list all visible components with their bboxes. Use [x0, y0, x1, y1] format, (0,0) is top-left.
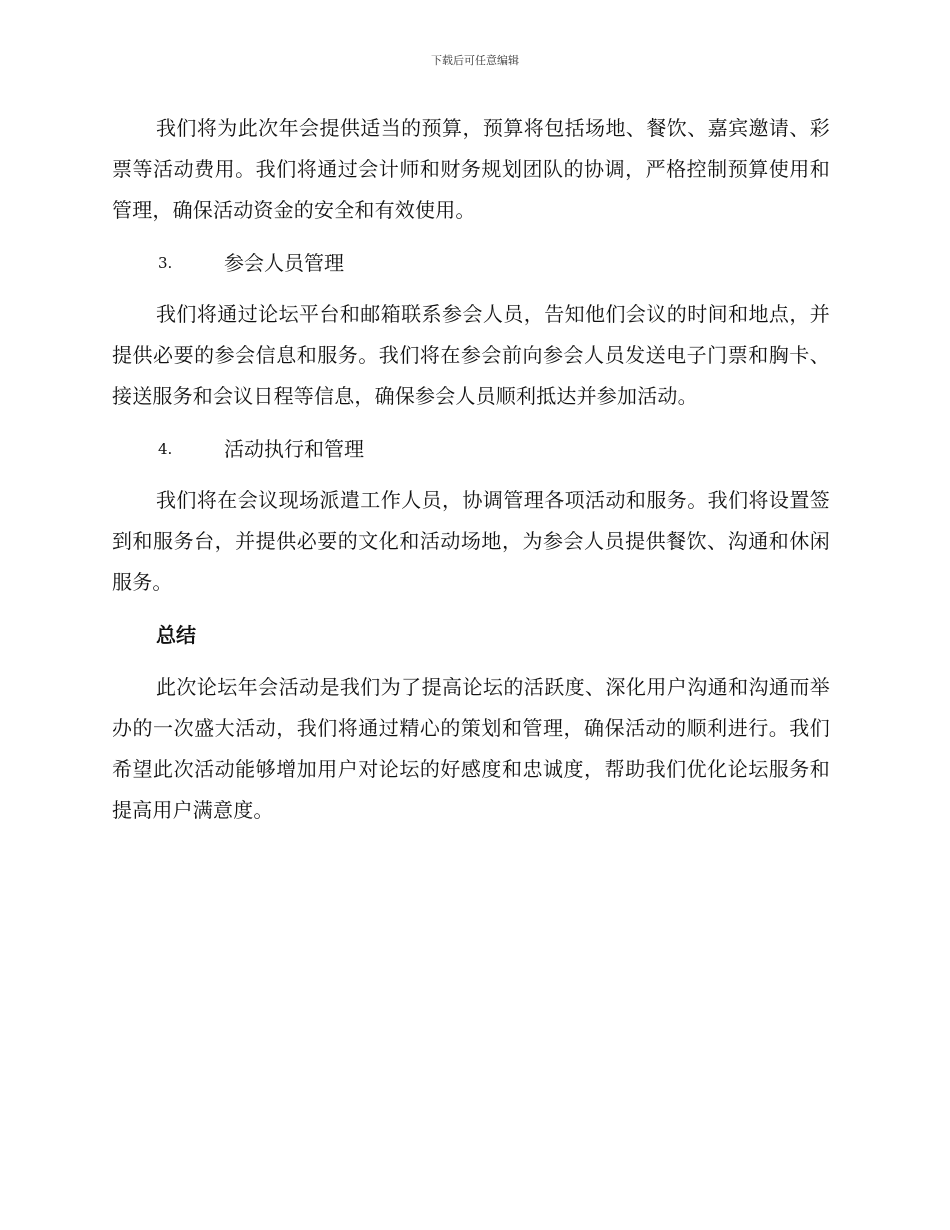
paragraph-summary: 此次论坛年会活动是我们为了提高论坛的活跃度、深化用户沟通和沟通而举办的一次盛大活动，我们将通过精心的策划和管理，确保活动的顺利进行。我们希望此次活动能够增加用户对论坛的好感度和忠诚度，帮助我们优化论坛服务和提高用户满意度。	[112, 675, 830, 822]
summary-heading: 总结	[156, 623, 196, 647]
section-number: 4.	[158, 440, 173, 458]
section-title: 参会人员管理	[224, 251, 344, 275]
section-heading-4	[112, 429, 830, 469]
paragraph-budget: 我们将为此次年会提供适当的预算，预算将包括场地、餐饮、嘉宾邀请、彩票等活动费用。我们将通过会计师和财务规划团队的协调，严格控制预算使用和管理，确保活动资金的安全和有效使用。	[112, 116, 830, 222]
page-header-note: 下载后可任意编辑	[431, 54, 519, 67]
section-heading-3	[112, 243, 830, 283]
paragraph-attendees: 我们将通过论坛平台和邮箱联系参会人员，告知他们会议的时间和地点，并提供必要的参会信息和服务。我们将在参会前向参会人员发送电子门票和胸卡、接送服务和会议日程等信息，确保参会人员顺利抵达并参加活动。	[112, 302, 830, 408]
document-body	[112, 108, 830, 831]
section-number: 3.	[158, 254, 173, 272]
section-title: 活动执行和管理	[224, 437, 364, 461]
paragraph-execution: 我们将在会议现场派遣工作人员，协调管理各项活动和服务。我们将设置签到和服务台，并提供必要的文化和活动场地，为参会人员提供餐饮、沟通和休闲服务。	[112, 488, 830, 594]
